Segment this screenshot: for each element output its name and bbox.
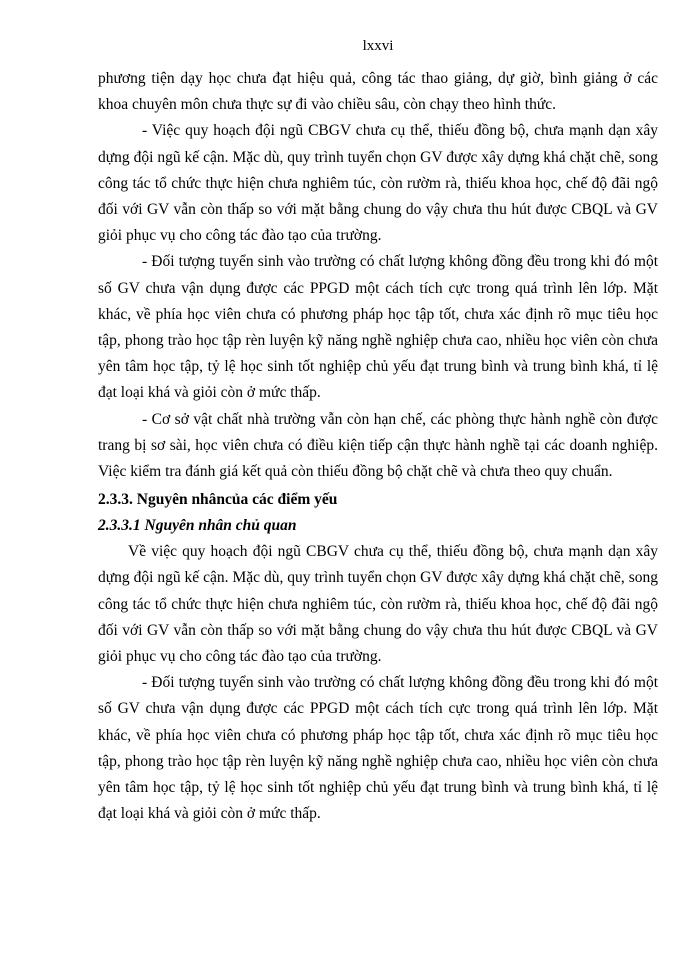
subsection-heading: 2.3.3.1 Nguyên nhân chủ quan <box>98 517 297 535</box>
section-heading: 2.3.3. Nguyên nhâncủa các điểm yếu <box>98 491 338 509</box>
paragraph-student-intake: - Đối tượng tuyển sinh vào trường có chất lượng không đồng đều trong khi đó một số GV chưa vận dụng được các PPGD một cách tích cực trong quá trình lên lớp. Mặt khác, về phía học viên chưa có phương pháp học tập tốt, chưa xác định rõ mục tiêu học tập, phong trào học tập rèn luyện kỹ năng nghề nghiệp chưa cao, nhiều học viên còn chưa yên tâm học tập, tỷ lệ học sinh tốt nghiệp chủ yếu đạt trung bình và trung bình khá, tỉ lệ đạt loại khá và giỏi còn ở mức thấp. <box>98 253 658 402</box>
paragraph-subjective-cause: Về việc quy hoạch đội ngũ CBGV chưa cụ thể, thiếu đồng bộ, chưa mạnh dạn xây dựng đội ngũ kế cận. Mặc dù, quy trình tuyển chọn GV được xây dựng khá chặt chẽ, song công tác tổ chức thực hiện chưa nghiêm túc, còn rườm rà, thiếu khoa học, chế độ đãi ngộ đối với GV vẫn còn thấp so với mặt bằng chung do vậy chưa thu hút được CBQL và GV giỏi phục vụ cho công tác đào tạo của trường. <box>98 543 658 666</box>
paragraph-staff-planning: - Việc quy hoạch đội ngũ CBGV chưa cụ thể, thiếu đồng bộ, chưa mạnh dạn xây dựng đội ngũ kế cận. Mặc dù, quy trình tuyển chọn GV được xây dựng khá chặt chẽ, song công tác tổ chức thực hiện chưa nghiêm túc, còn rườm rà, thiếu khoa học, chế độ đãi ngộ đối với GV vẫn còn thấp so với mặt bằng chung do vậy chưa thu hút được CBQL và GV giỏi phục vụ cho công tác đào tạo của trường. <box>98 122 658 245</box>
page-number: lxxvi <box>362 38 394 54</box>
document-page <box>98 35 658 827</box>
paragraph-facilities: - Cơ sở vật chất nhà trường vẫn còn hạn chế, các phòng thực hành nghề còn được trang bị sơ sài, học viên chưa có điều kiện tiếp cận thực hành nghề tại các doanh nghiệp. Việc kiểm tra đánh giá kết quả còn thiếu đồng bộ chặt chẽ và chưa theo quy chuẩn. <box>98 410 658 481</box>
paragraph-student-intake-repeat: - Đối tượng tuyển sinh vào trường có chất lượng không đồng đều trong khi đó một số GV chưa vận dụng được các PPGD một cách tích cực trong quá trình lên lớp. Mặt khác, về phía học viên chưa có phương pháp học tập tốt, chưa xác định rõ mục tiêu học tập, phong trào học tập rèn luyện kỹ năng nghề nghiệp chưa cao, nhiều học viên còn chưa yên tâm học tập, tỷ lệ học sinh tốt nghiệp chủ yếu đạt trung bình và trung bình khá, tỉ lệ đạt loại khá và giỏi còn ở mức thấp. <box>98 674 658 823</box>
paragraph-continuation: phương tiện dạy học chưa đạt hiệu quả, công tác thao giảng, dự giờ, bình giảng ở các khoa chuyên môn chưa thực sự đi vào chiều sâu, còn chạy theo hình thức. <box>98 70 658 114</box>
